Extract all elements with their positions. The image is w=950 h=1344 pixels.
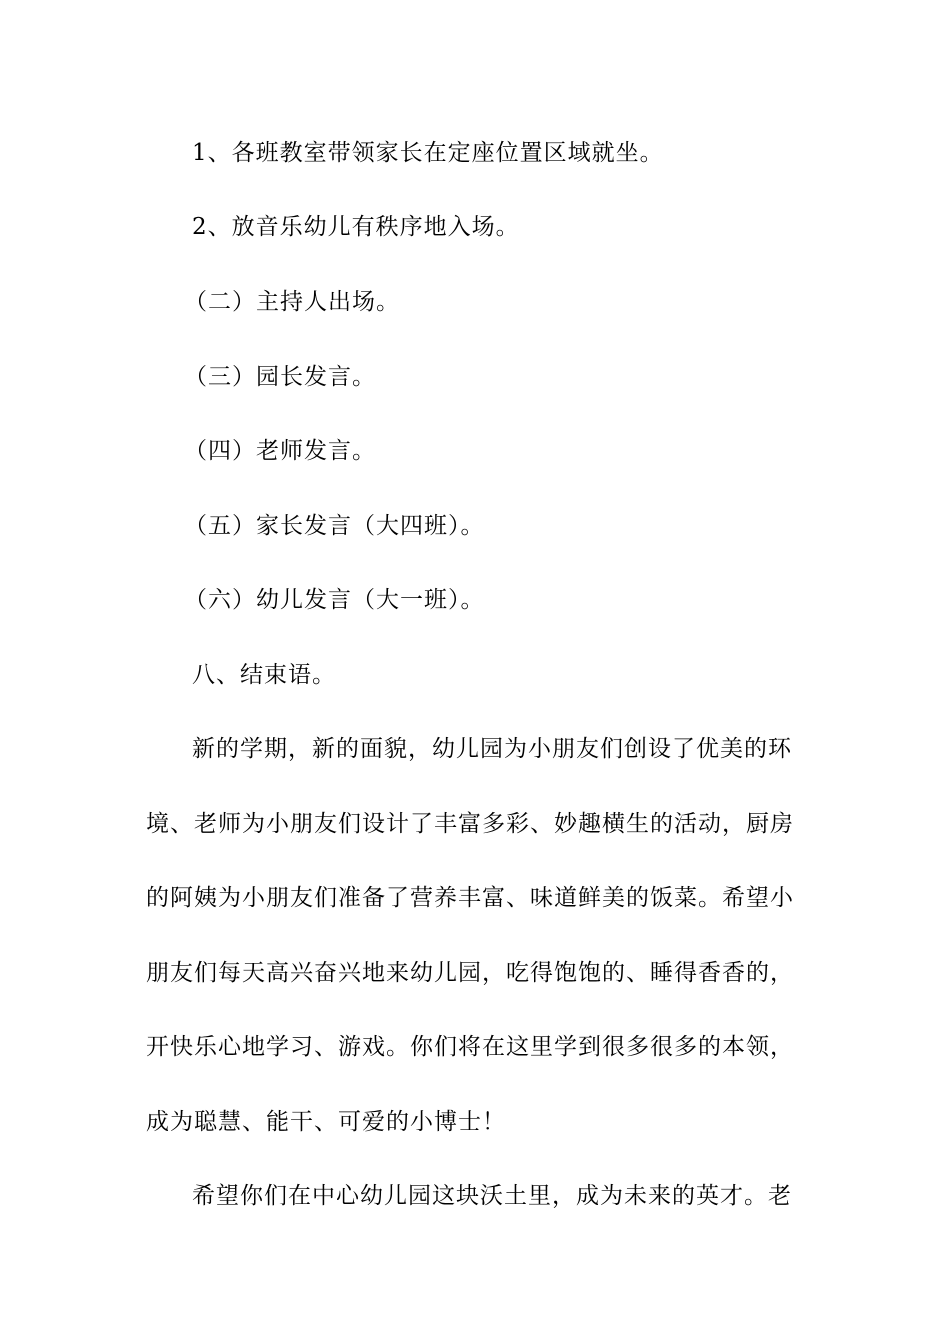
paragraph-line: 朋友们每天高兴奋兴地来幼儿园，吃得饱饱的、睡得香香的， bbox=[146, 960, 794, 986]
agenda-item-5: （五）家长发言（大四班）。 bbox=[184, 513, 485, 539]
list-item-1: 1、各班教室带领家长在定座位置区域就坐。 bbox=[192, 140, 664, 166]
paragraph-line: 开快乐心地学习、游戏。你们将在这里学到很多很多的本领， bbox=[146, 1034, 794, 1060]
paragraph-line: 希望你们在中心幼儿园这块沃土里，成为未来的英才。老 bbox=[192, 1183, 792, 1209]
agenda-item-4: （四）老师发言。 bbox=[184, 438, 376, 464]
paragraph-line: 的阿姨为小朋友们准备了营养丰富、味道鲜美的饭菜。希望小 bbox=[146, 885, 794, 911]
paragraph-line: 境、老师为小朋友们设计了丰富多彩、妙趣横生的活动，厨房 bbox=[146, 811, 794, 837]
paragraph-line: 新的学期，新的面貌，幼儿园为小朋友们创设了优美的环 bbox=[192, 736, 792, 762]
paragraph-line: 成为聪慧、能干、可爱的小博士！ bbox=[146, 1109, 506, 1135]
agenda-item-6: （六）幼儿发言（大一班）。 bbox=[184, 587, 485, 613]
section-heading: 八、结束语。 bbox=[192, 662, 336, 688]
agenda-item-3: （三）园长发言。 bbox=[184, 364, 376, 390]
list-item-2: 2、放音乐幼儿有秩序地入场。 bbox=[192, 214, 520, 240]
agenda-item-2: （二）主持人出场。 bbox=[184, 289, 400, 315]
